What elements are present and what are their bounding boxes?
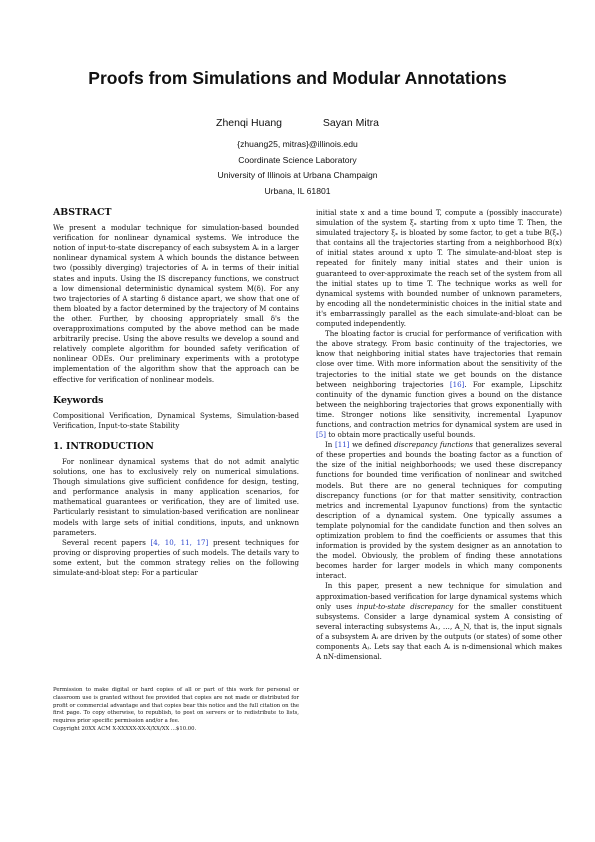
citation-link[interactable]: [16] [449, 379, 465, 389]
body-paragraph-4: In this paper, present a new technique for simulation and approximation-based verification for large dynamical systems which only uses input-to-state discrepancy for the smaller constituent subsystems. Consider a large dynamical system A consisting of several interacting subsystems A₁, …, A_N, that is, the input signals of a subsystem Aᵢ are driven by the outputs (or states) of some other components Aⱼ. Lets say that each Aᵢ is n-dimensional which makes A nN-dimensional. [316, 581, 562, 662]
affiliation-block [0, 137, 595, 199]
citation-link[interactable]: [4, 10, 11, 17] [150, 537, 209, 547]
city-line: Urbana, IL 61801 [264, 185, 331, 196]
lab-name: Coordinate Science Laboratory [238, 154, 357, 165]
copyright-notice [53, 687, 299, 734]
author-name: Sayan Mitra [322, 117, 379, 129]
right-column [316, 208, 562, 662]
abstract-heading: ABSTRACT [53, 207, 112, 218]
intro-paragraph-1: For nonlinear dynamical systems that do not admit analytic solutions, one has to exclusively rely on numerical simulations. Though simulations give sufficient confidence for design, testing, and performance analysis in many application scenarios, for mathematical guarantees or verification, they are of limited use. Particularly resistant to simulation-based verification are nonlinear models with large sets of initial conditions, inputs, and unknown parameters. [53, 456, 299, 537]
permission-text: Permission to make digital or hard copies of all or part of this work for personal or classroom use is granted without fee provided that copies are not made or distributed for profit or commercial advantage and that copies bear this notice and the full citation on the first page. To copy otherwise, to republish, to post on servers or to redistribute to lists, requires prior specific permission and/or a fee. [53, 687, 299, 725]
citation-link[interactable]: [5] [316, 430, 326, 440]
keywords-text: Compositional Verification, Dynamical Systems, Simulation-based Verification, Input-to-state Stability [53, 410, 299, 430]
author-email: {zhuang25, mitras}@illinois.edu [237, 139, 358, 149]
paper-title: Proofs from Simulations and Modular Annotations [88, 68, 507, 88]
body-paragraph-1: initial state x and a time bound T, compute a (possibly inaccurate) simulation of the system ξₓ starting from x upto time T. Then, the simulated trajectory ξₓ is bloated by some factor, to get a tube B(ξₓ) that contains all the trajectories starting from a neighborhood B(x) of initial states around x upto T. The simulate-and-bloat step is repeated for finitely many initial states and their union is guaranteed to over-approximate the reach set of the system from all the initial states up to time T. The technique works as well for dynamical systems with bounded number of unknown parameters, by encoding all the nondeterministic choices in the initial state and it's embarrassingly parallel as the each simulate-and-bloat can be computed independently. [316, 208, 562, 329]
introduction-heading: 1. INTRODUCTION [53, 440, 154, 452]
abstract-text: We present a modular technique for simulation-based bounded verification for nonlinear dynamical systems. We introduce the notion of input-to-state discrepancy of each subsystem Aᵢ in a larger nonlinear dynamical system A which bounds the distance between two (possibly diverging) trajectories of Aᵢ in terms of their initial states and inputs. Using the IS discrepancy functions, we construct a low dimensional deterministic dynamical system M(δ). For any two trajectories of A starting δ distance apart, we show that one of them bloated by a factor determined by the trajectory of M contains the other. Further, by choosing appropriately small δ's the overapproximations computed by the above method can be made arbitrarily precise. Using the above results we develop a sound and relatively complete algorithm for bounded safety verification of nonlinear ODEs. Our preliminary experiments with a prototype implementation of the algorithm show that the approach can be effective for verification of nonlinear models. [53, 223, 299, 384]
body-paragraph-2: The bloating factor is crucial for performance of verification with the above strategy. From basic continuity of the trajectories, we know that neighboring initial states have trajectories that remain close over time. With more information about the sensitivity of the trajectories to the initial state we get bounds on the distance between neighboring trajectories [16]. For example, Lipschitz continuity of the dynamic function gives a bound on the distance between the neighboring trajectories that grows exponentially with time. Stronger notions like sensitivity, incremental Lyapunov functions, and contraction metrics for dynamical system are used in [5] to obtain more practically useful bounds. [316, 329, 562, 440]
author-name: Zhenqi Huang [216, 117, 282, 129]
intro-paragraph-2: Several recent papers [4, 10, 11, 17] present techniques for proving or disproving properties of such models. The details vary to some extent, but the common strategy relies on the following simulate-and-bloat step: For a particular [53, 537, 299, 577]
keywords-heading: Keywords [53, 394, 104, 406]
copyright-line: Copyright 20XX ACM X-XXXXX-XX-X/XX/XX ...$10.00. [53, 725, 197, 732]
body-paragraph-3: In [11] we defined discrepancy functions that generalizes several of these properties and bounds the boating factor as a function of the size of the initial neighborhoods; we used these discrepancy functions for bounded time verification of nonlinear and switched models. But there are no general techniques for computing discrepancy functions (or for that matter sensitivity, contraction metrics and incremental Lyapunov functions) from the syntactic description of a dynamical system. One typically assumes a template polynomial for the candidate function and then solves an optimization problem to find the coefficients or assumes that this information is provided by the system designer as an annotation to the model. Obviously, the problem of finding these annotations becomes harder for larger models in which many components interact. [316, 440, 562, 581]
citation-link[interactable]: [11] [334, 440, 350, 450]
university-name: University of Illinois at Urbana Champaign [217, 170, 378, 180]
left-column [53, 208, 299, 578]
author-list [0, 117, 595, 129]
